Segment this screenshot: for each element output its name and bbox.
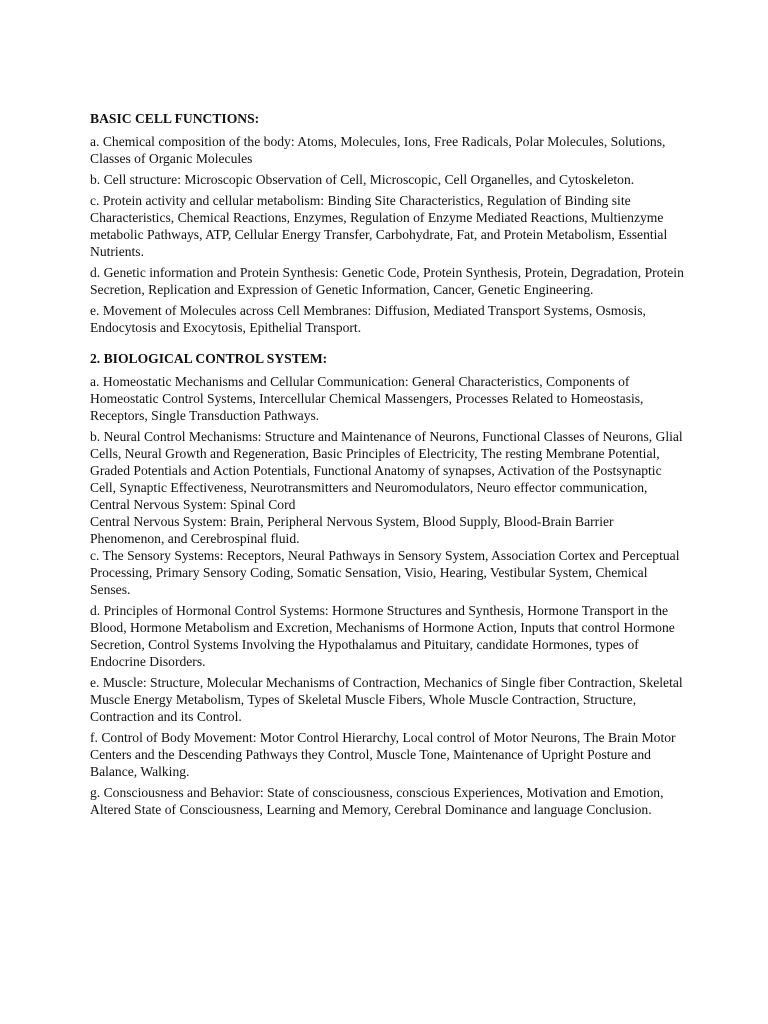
list-item: b. Cell structure: Microscopic Observation of Cell, Microscopic, Cell Organelles, and Cytoskeleton. [90,172,635,187]
list-item-continuation: Central Nervous System: Brain, Peripheral Nervous System, Blood Supply, Blood-Brain Barrier Phenomenon, and Cerebrospinal fluid. [90,514,614,546]
list-item: b. Neural Control Mechanisms: Structure and Maintenance of Neurons, Functional Classes of Neurons, Glial Cells, Neural Growth and Regeneration, Basic Principles of Electricity, The resting Membrane Potential, Graded Potentials and Action Potentials, Functional Anatomy of synapses, Activation of the Postsynaptic Cell, Synaptic Effectiveness, Neurotransmitters and Neuromodulators, Neuro effector communication, Central Nervous System: Spinal Cord [90,429,683,512]
list-item: d. Genetic information and Protein Synthesis: Genetic Code, Protein Synthesis, Protein, Degradation, Protein Secretion, Replication and Expression of Genetic Information, Cancer, Genetic Engineering. [90,265,684,297]
list-item: d. Principles of Hormonal Control Systems: Hormone Structures and Synthesis, Hormone Transport in the Blood, Hormone Metabolism and Excretion, Mechanisms of Hormone Action, Inputs that control Hormone Secretion, Control Systems Involving the Hypothalamus and Pituitary, candidate Hormones, types of Endocrine Disorders. [90,603,675,669]
list-item: a. Homeostatic Mechanisms and Cellular Communication: General Characteristics, Components of Homeostatic Control Systems, Intercellular Chemical Massengers, Processes Related to Homeostasis, Receptors, Single Transduction Pathways. [90,374,644,423]
list-item: a. Chemical composition of the body: Atoms, Molecules, Ions, Free Radicals, Polar Molecules, Solutions, Classes of Organic Molecules [90,134,666,166]
list-item: e. Muscle: Structure, Molecular Mechanisms of Contraction, Mechanics of Single fiber Contraction, Skeletal Muscle Energy Metabolism, Types of Skeletal Muscle Fibers, Whole Muscle Contraction, Structure, Contraction and its Control. [90,675,683,724]
list-item: f. Control of Body Movement: Motor Control Hierarchy, Local control of Motor Neurons, The Brain Motor Centers and the Descending Pathways they Control, Muscle Tone, Maintenance of Upright Posture and Balance, Walking. [90,730,676,779]
document-page [90,110,690,822]
list-item: e. Movement of Molecules across Cell Membranes: Diffusion, Mediated Transport Systems, Osmosis, Endocytosis and Exocytosis, Epithelial Transport. [90,303,646,335]
list-item: c. Protein activity and cellular metabolism: Binding Site Characteristics, Regulation of Binding site Characteristics, Chemical Reactions, Enzymes, Regulation of Enzyme Mediated Reactions, Multienzyme metabolic Pathways, ATP, Cellular Energy Transfer, Carbohydrate, Fat, and Protein Metabolism, Essential Nutrients. [90,193,668,259]
section-heading-basic-cell-functions: BASIC CELL FUNCTIONS: [90,111,260,126]
list-item: g. Consciousness and Behavior: State of consciousness, conscious Experiences, Motivation and Emotion, Altered State of Consciousness, Learning and Memory, Cerebral Dominance and language Conclusion. [90,785,664,817]
list-item: c. The Sensory Systems: Receptors, Neural Pathways in Sensory System, Association Cortex and Perceptual Processing, Primary Sensory Coding, Somatic Sensation, Visio, Hearing, Vestibular System, Chemical Senses. [90,548,680,597]
section-heading-biological-control-system: 2. BIOLOGICAL CONTROL SYSTEM: [90,351,328,366]
